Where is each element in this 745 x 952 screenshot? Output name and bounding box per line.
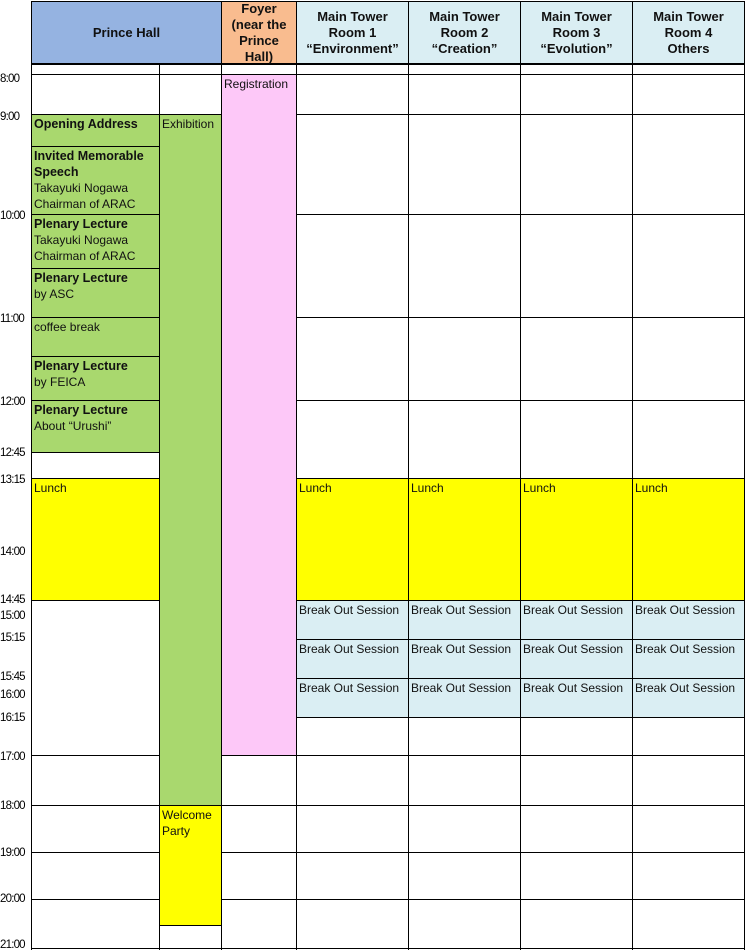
session-label: Break Out Session — [523, 603, 624, 617]
session-label: Break Out Session — [523, 642, 624, 656]
time-label: 12:45 — [0, 447, 25, 459]
grid-hline — [31, 755, 745, 756]
session-speaker: by FEICA — [34, 375, 86, 389]
time-label: 15:15 — [0, 632, 25, 644]
session-breakout-room1 — [296, 600, 409, 640]
session-breakout-room4 — [632, 600, 745, 640]
session-lunch-room3 — [520, 478, 633, 601]
session-breakout-room2 — [408, 639, 521, 679]
session-label: Break Out Session — [635, 681, 736, 695]
session-breakout-room3 — [520, 600, 633, 640]
grid-hline — [31, 74, 745, 75]
session-label: Registration — [224, 77, 289, 91]
session-speaker: Takayuki Nogawa Chairman of ARAC — [34, 181, 136, 211]
time-label: 13:15 — [0, 474, 25, 486]
time-label: 16:15 — [0, 712, 25, 724]
session-label: Break Out Session — [635, 642, 736, 656]
session-lunch-prince-hall — [31, 478, 160, 601]
time-label: 9:00 — [0, 111, 20, 123]
session-label: Break Out Session — [411, 681, 512, 695]
session-title: Plenary Lecture — [34, 403, 128, 417]
session-label: coffee break — [34, 320, 100, 334]
header-room4: Main Tower Room 4 Others — [632, 1, 745, 64]
time-label: 19:00 — [0, 847, 25, 859]
session-label: Lunch — [635, 481, 668, 495]
time-label: 21:00 — [0, 939, 25, 951]
time-label: 20:00 — [0, 893, 25, 905]
session-lunch-room1 — [296, 478, 409, 601]
time-label: 18:00 — [0, 800, 25, 812]
grid-hline — [31, 899, 745, 900]
session-breakout-room4 — [632, 678, 745, 718]
session-label: Break Out Session — [299, 642, 400, 656]
session-label: Break Out Session — [411, 603, 512, 617]
session-breakout-room3 — [520, 678, 633, 718]
header-prince-hall: Prince Hall — [31, 1, 222, 64]
session-label: Lunch — [411, 481, 444, 495]
session-breakout-room2 — [408, 678, 521, 718]
session-label: Lunch — [299, 481, 332, 495]
session-plenary-lecture-1 — [31, 214, 160, 269]
session-breakout-room1 — [296, 639, 409, 679]
time-label: 10:00 — [0, 210, 25, 222]
session-title: Opening Address — [34, 117, 138, 131]
session-plenary-lecture-2 — [31, 268, 160, 319]
session-label: Lunch — [34, 481, 67, 495]
session-lunch-room2 — [408, 478, 521, 601]
session-label: Welcome Party — [162, 808, 212, 838]
session-lunch-room4 — [632, 478, 745, 601]
session-opening-address — [31, 114, 160, 147]
session-title: Plenary Lecture — [34, 271, 128, 285]
session-label: Break Out Session — [411, 642, 512, 656]
header-room3: Main Tower Room 3 “Evolution” — [520, 1, 633, 64]
session-label: Break Out Session — [635, 603, 736, 617]
session-title: Plenary Lecture — [34, 217, 128, 231]
time-label: 16:00 — [0, 689, 25, 701]
session-speaker: About “Urushi” — [34, 419, 112, 433]
session-breakout-room3 — [520, 639, 633, 679]
session-speaker: Takayuki Nogawa Chairman of ARAC — [34, 233, 136, 263]
session-plenary-lecture-3 — [31, 356, 160, 401]
session-label: Exhibition — [162, 117, 215, 131]
grid-hline — [31, 805, 745, 806]
grid-hline — [31, 64, 745, 65]
header-room1: Main Tower Room 1 “Environment” — [296, 1, 409, 64]
time-label: 11:00 — [0, 313, 24, 325]
session-label: Break Out Session — [299, 681, 400, 695]
header-room2: Main Tower Room 2 “Creation” — [408, 1, 521, 64]
session-label: Break Out Session — [523, 681, 624, 695]
session-speaker: by ASC — [34, 287, 75, 301]
header-foyer: Foyer (near the Prince Hall) — [221, 1, 297, 64]
session-invited-speech — [31, 146, 160, 215]
session-label: Lunch — [523, 481, 556, 495]
grid-hline — [31, 852, 745, 853]
time-label: 14:00 — [0, 546, 25, 558]
session-exhibition — [159, 114, 222, 806]
grid-hline — [31, 948, 745, 949]
time-label: 8:00 — [0, 73, 20, 85]
time-label: 15:45 — [0, 671, 25, 683]
session-welcome-party — [159, 805, 222, 926]
session-plenary-lecture-4 — [31, 400, 160, 453]
session-label: Break Out Session — [299, 603, 400, 617]
time-label: 17:00 — [0, 751, 25, 763]
time-label: 14:45 — [0, 594, 25, 606]
session-title: Plenary Lecture — [34, 359, 128, 373]
session-coffee-break — [31, 317, 160, 357]
session-title: Invited Memorable Speech — [34, 149, 144, 179]
session-breakout-room4 — [632, 639, 745, 679]
time-label: 15:00 — [0, 610, 25, 622]
session-breakout-room1 — [296, 678, 409, 718]
session-breakout-room2 — [408, 600, 521, 640]
session-registration — [221, 74, 297, 756]
time-label: 12:00 — [0, 396, 25, 408]
